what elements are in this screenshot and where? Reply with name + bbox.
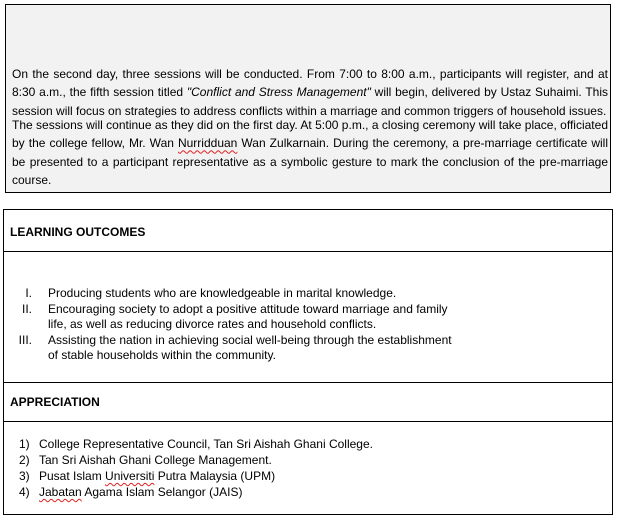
appreciation-heading: APPRECIATION — [10, 395, 100, 409]
list-item — [4, 452, 373, 468]
list-item — [4, 436, 373, 452]
list-item-text: Tan Sri Aishah Ghani College Management. — [39, 453, 272, 467]
list-marker: II. — [21, 301, 32, 316]
row-divider — [4, 382, 612, 383]
paragraph-text: will begin, delivered by Ustaz Suhaimi. This session will focus on strategies to address conflicts within a marriage and common triggers of household issues. — [12, 85, 608, 118]
list-marker: 4) — [19, 485, 30, 499]
paragraph-text: On the second day, three sessions will be conducted. From 7:00 to 8:00 a.m., participants will register, and at 8:30 a.m., the fifth session titled — [12, 67, 608, 100]
list-item-text: Agama Islam Selangor (JAIS) — [81, 485, 243, 499]
paragraph-text: Wan Zulkarnain. During the ceremony, a pre-marriage certificate will be presented to a participant representative as a symbolic gesture to mark the conclusion of the pre-marriage course. — [12, 136, 608, 187]
outcomes-appreciation-table — [3, 209, 613, 515]
paragraph-text: The sessions will continue as they did on the first day. At 5:00 p.m., a closing ceremony will take place, officiated by the college fellow, Mr. Wan — [12, 118, 608, 151]
summary-paragraph-day-two — [12, 65, 608, 120]
list-item-text: College Representative Council, Tan Sri Aishah Ghani College. — [39, 437, 373, 451]
list-marker: 2) — [19, 453, 30, 467]
list-item-text: Putra Malaysia (UPM) — [154, 469, 276, 483]
row-divider — [4, 421, 612, 422]
list-item — [4, 302, 464, 333]
list-item — [4, 484, 373, 500]
list-item-text: Producing students who are knowledgeable in marital knowledge. — [48, 286, 397, 300]
list-item — [4, 286, 464, 302]
session-title: "Conflict and Stress Management" — [186, 85, 371, 100]
spellcheck-flagged-word[interactable]: Nurridduan — [177, 136, 238, 151]
list-item-text: Encouraging society to adopt a positive attitude toward marriage and family life, as well as reducing divorce rates and household conflicts. — [48, 301, 448, 331]
list-marker: 1) — [19, 437, 30, 451]
spellcheck-flagged-word[interactable]: Universiti — [105, 469, 155, 483]
list-item — [4, 333, 464, 364]
list-marker: 3) — [19, 469, 30, 483]
spellcheck-flagged-word[interactable]: Jabatan — [39, 485, 82, 499]
list-item — [4, 468, 373, 484]
summary-paragraph-closing — [12, 116, 608, 189]
list-item-text: Assisting the nation in achieving social well-being through the establishment of stable households within the community. — [48, 332, 452, 362]
program-summary-box — [5, 4, 611, 193]
row-divider — [4, 251, 612, 252]
list-item-text: Pusat Islam — [39, 469, 106, 483]
learning-outcomes-list — [4, 286, 464, 364]
list-marker: III. — [18, 332, 32, 347]
list-marker: I. — [25, 286, 32, 300]
learning-outcomes-heading: LEARNING OUTCOMES — [10, 225, 146, 239]
appreciation-list — [4, 436, 373, 500]
